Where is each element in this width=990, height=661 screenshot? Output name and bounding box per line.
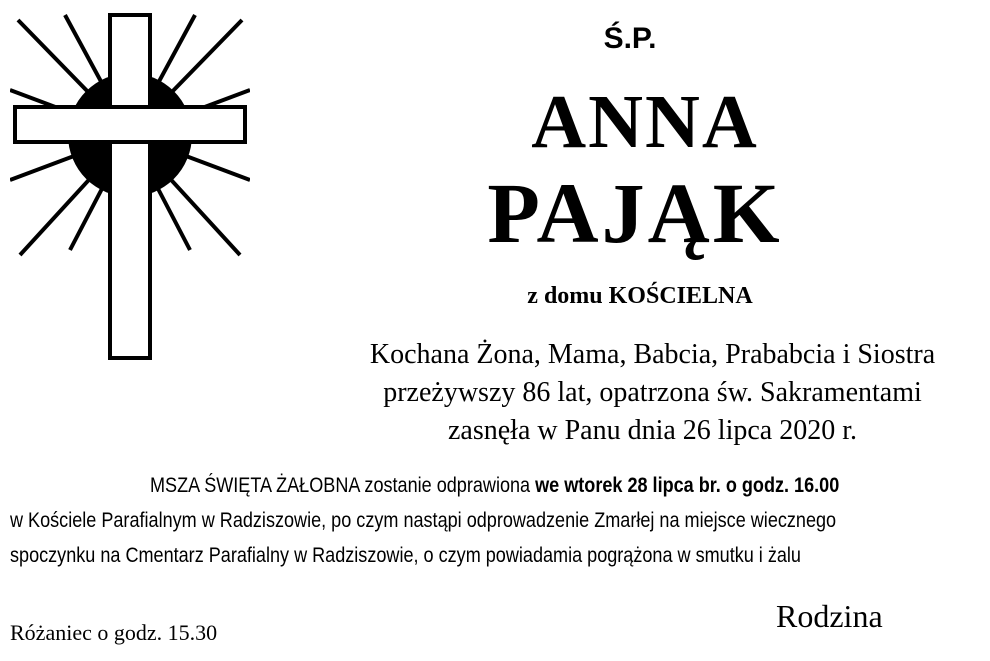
maiden-name: KOŚCIELNA	[608, 283, 753, 309]
deceased-last-name: PAJĄK	[487, 165, 783, 261]
maiden-prefix: z domu	[527, 283, 603, 309]
mass-announcement-line-1	[150, 474, 839, 498]
bio-line-1: Kochana Żona, Mama, Babcia, Prababcia i Siostra	[369, 339, 936, 370]
mass-text: zostanie odprawiona	[359, 474, 536, 497]
bio-line-3: zasnęła w Panu dnia 26 lipca 2020 r.	[447, 415, 857, 446]
cross-with-rays-icon	[10, 10, 250, 360]
deceased-first-name: ANNA	[531, 80, 759, 164]
rosary-time: Różaniec o godz. 15.30	[10, 620, 218, 645]
mass-title: MSZA ŚWIĘTA ŻAŁOBNA	[150, 474, 360, 497]
bio-line-2: przeżywszy 86 lat, opatrzona św. Sakramentami	[383, 377, 922, 408]
honorific-prefix: Ś.P.	[603, 22, 657, 55]
mass-announcement-line-3: spoczynku na Cmentarz Parafialny w Radziszowie, o czym powiadamia pogrążona w smutku i żalu	[10, 544, 801, 567]
mass-date-time: we wtorek 28 lipca br. o godz. 16.00	[535, 474, 840, 497]
mass-announcement-line-2: w Kościele Parafialnym w Radziszowie, po czym nastąpi odprowadzenie Zmarłej na miejsce wiecznego	[10, 509, 837, 532]
family-signature: Rodzina	[776, 598, 883, 634]
maiden-name-line	[440, 283, 840, 310]
